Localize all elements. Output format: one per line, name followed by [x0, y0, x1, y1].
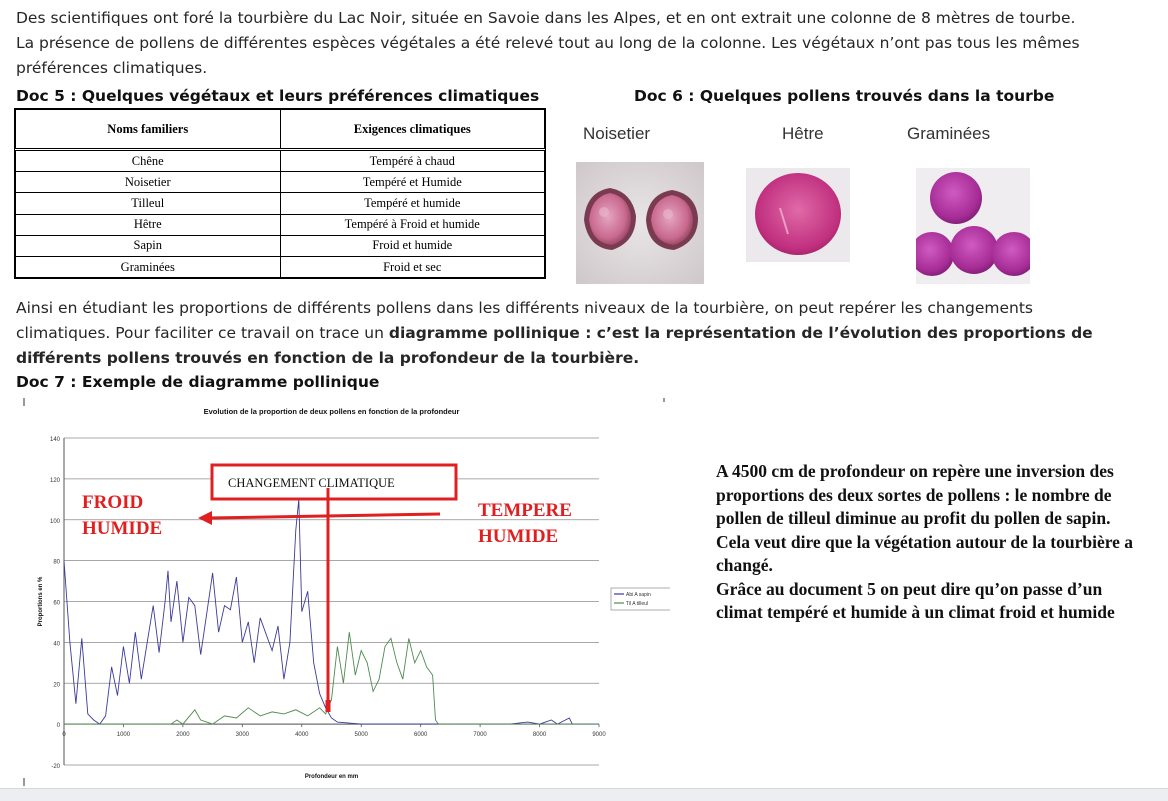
table-cell-climate: Tempéré et Humide	[280, 172, 545, 193]
y-tick-label: -20	[51, 764, 60, 770]
table-cell-plant: Sapin	[16, 235, 281, 256]
mid-line-1: Ainsi en étudiant les proportions de différents pollens dans les différents niveaux de la tourbière, on peut repérer les changements	[16, 299, 1033, 317]
x-tick-label: 1000	[116, 732, 131, 739]
table-cell-climate: Froid et humide	[280, 235, 545, 256]
diagram-explanation	[16, 296, 1156, 371]
noisetier-pollen-image	[576, 162, 704, 284]
legend-label: Til A tilleul	[626, 601, 649, 607]
table-cell-plant: Noisetier	[16, 172, 281, 193]
y-tick-label: 60	[53, 600, 60, 607]
y-tick-label: 100	[49, 518, 60, 525]
annotation-humide-left: HUMIDE	[82, 518, 163, 539]
doc5-title: Doc 5 : Quelques végétaux et leurs préférences climatiques	[16, 87, 540, 105]
table-row	[16, 172, 545, 193]
answer-paragraph-1: A 4500 cm de profondeur on repère une inversion des proportions des deux sortes de pollens : le nombre de pollen de tilleul diminue au profit du pollen de sapin.	[716, 461, 1114, 528]
pollen-label-noisetier: Noisetier	[583, 124, 651, 143]
y-tick-label: 20	[53, 682, 60, 689]
annotation-tempere: TEMPERE	[478, 500, 572, 521]
table-cell-climate: Tempéré à Froid et humide	[280, 214, 545, 235]
x-tick-label: 5000	[354, 732, 368, 739]
table-header-climate: Exigences climatiques	[280, 110, 545, 150]
mid-line-2-plain: climatiques. Pour faciliter ce travail on trace un	[16, 324, 389, 342]
annotation-froid: FROID	[82, 492, 144, 513]
annotation-climate-change: CHANGEMENT CLIMATIQUE	[228, 476, 395, 490]
doc7-title: Doc 7 : Exemple de diagramme pollinique	[16, 373, 380, 391]
x-axis-label: Profondeur en mm	[304, 774, 359, 780]
table-header-name: Noms familiers	[16, 110, 281, 150]
x-tick-label: 9000	[592, 732, 606, 739]
y-tick-label: 120	[49, 477, 60, 484]
graminees-pollen-image	[916, 168, 1030, 284]
table-cell-plant: Tilleul	[16, 193, 281, 214]
annotation-humide-right: HUMIDE	[478, 526, 559, 547]
answer-block	[716, 460, 1146, 625]
table-row	[16, 256, 545, 277]
legend-label: Abi A sapin	[626, 592, 651, 598]
x-tick-label: 2000	[176, 732, 190, 739]
pollen-diagram-chart	[22, 398, 670, 788]
x-tick-label: 6000	[413, 732, 428, 739]
intro-line-3: préférences climatiques.	[16, 59, 208, 77]
table-cell-climate: Froid et sec	[280, 256, 545, 277]
table-cell-climate: Tempéré et humide	[280, 193, 545, 214]
doc6-title: Doc 6 : Quelques pollens trouvés dans la tourbe	[634, 87, 1055, 105]
chart-background	[22, 398, 670, 788]
table-cell-plant: Hêtre	[16, 214, 281, 235]
table-cell-climate: Tempéré à chaud	[280, 150, 545, 172]
y-axis-label: Proportions en %	[38, 576, 44, 627]
climate-table	[14, 108, 546, 279]
answer-paragraph-3: Grâce au document 5 on peut dire qu’on passe d’un climat tempéré et humide à un climat froid et humide	[716, 578, 1115, 622]
table-cell-plant: Chêne	[16, 150, 281, 172]
x-tick-label: 8000	[532, 732, 547, 739]
bottom-status-bar	[0, 788, 1168, 801]
table-row	[16, 150, 545, 172]
x-tick-label: 3000	[235, 732, 250, 739]
y-tick-label: 40	[53, 641, 60, 648]
y-tick-label: 140	[49, 437, 60, 443]
x-tick-label: 0	[62, 732, 66, 739]
intro-line-1: Des scientifiques ont foré la tourbière du Lac Noir, située en Savoie dans les Alpes, et en ont extrait une colonne de 8 mètres de tourbe.	[16, 9, 1076, 27]
mid-line-2-bold: diagramme pollinique : c’est la représentation de l’évolution des proportions de	[388, 324, 1093, 342]
table-cell-plant: Graminées	[16, 256, 281, 277]
table-row	[16, 214, 545, 235]
table-row	[16, 193, 545, 214]
mid-line-3-bold: différents pollens trouvés en fonction de la profondeur de la tourbière.	[16, 349, 640, 367]
y-tick-label: 80	[53, 559, 60, 566]
x-tick-label: 4000	[295, 732, 309, 739]
table-row	[16, 235, 545, 256]
pollen-label-graminees: Graminées	[907, 124, 991, 143]
pollen-label-hetre: Hêtre	[782, 124, 824, 143]
intro-line-2: La présence de pollens de différentes espèces végétales a été relevé tout au long de la colonne. Les végétaux n’ont pas tous les mêmes	[16, 34, 1080, 52]
answer-paragraph-2: Cela veut dire que la végétation autour de la tourbière a changé.	[716, 531, 1134, 575]
intro-paragraph	[16, 6, 1156, 81]
hetre-pollen-image	[746, 168, 850, 262]
chart-title: Evolution de la proportion de deux pollens en fonction de la profondeur	[203, 407, 460, 416]
x-tick-label: 7000	[473, 732, 487, 739]
y-tick-label: 0	[56, 723, 60, 730]
